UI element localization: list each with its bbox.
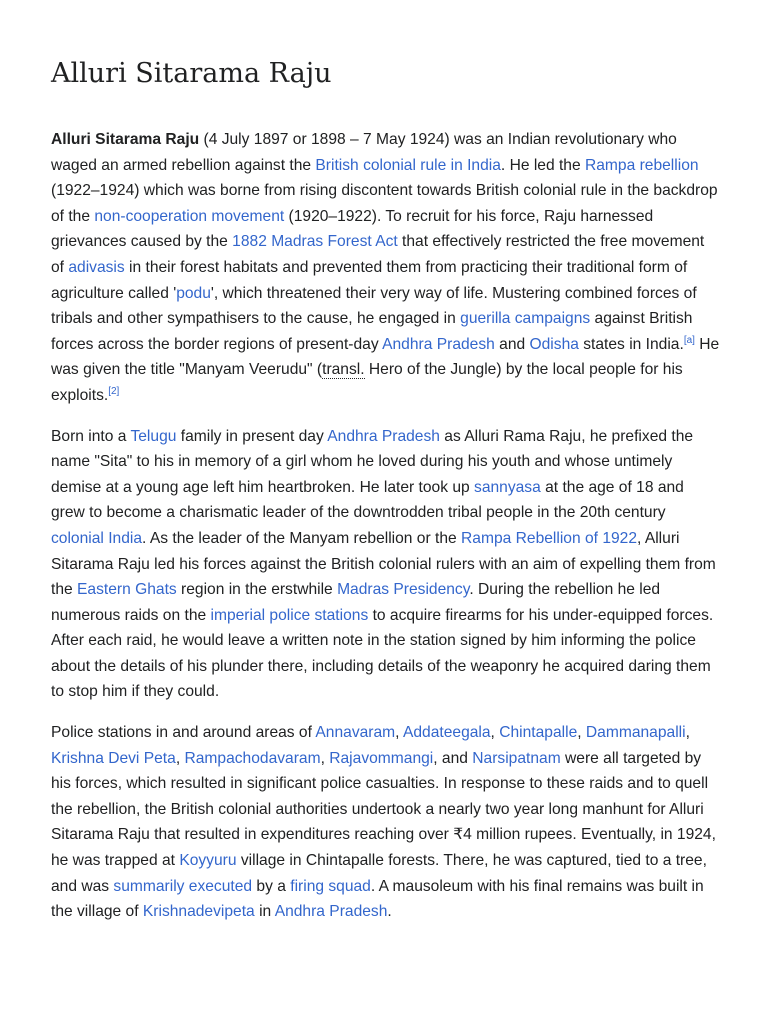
link-british-colonial-rule[interactable]: British colonial rule in India <box>315 156 501 174</box>
link-telugu[interactable]: Telugu <box>130 427 177 445</box>
link-krishnadevipeta[interactable]: Krishnadevipeta <box>142 903 255 921</box>
link-summarily-executed[interactable]: summarily executed <box>113 877 253 895</box>
link-andhra-pradesh[interactable]: Andhra Pradesh <box>327 427 440 445</box>
link-narsipatnam[interactable]: Narsipatnam <box>472 749 561 767</box>
link-chintapalle[interactable]: Chintapalle <box>499 724 578 742</box>
link-rampa-rebellion[interactable]: Rampa rebellion <box>585 156 699 174</box>
link-sannyasa[interactable]: sannyasa <box>474 478 541 496</box>
link-non-cooperation-movement[interactable]: non-cooperation movement <box>94 207 285 225</box>
paragraph-intro: Alluri Sitarama Raju (4 July 1897 or 1898 – 7 May 1924) was an Indian revolutionary who waged an armed rebellion against the British colonial rule in India. He led the Rampa rebellion (1922–1924) which was borne from rising discontent towards British colonial rule in the backdrop of the non-cooperation movement (1920–1922). To recruit for his force, Raju harnessed grievances caused by the 1882 Madras Forest Act that effectively restricted the free movement of adivasis in their forest habitats and prevented them from practicing their traditional form of agriculture called 'podu', which threatened their very way of life. Mustering combined forces of tribals and other sympathisers to the cause, he engaged in guerilla campaigns against British forces across the border regions of present-day Andhra Pradesh and Odisha states in India.[a] He was given the title "Manyam Veerudu" (transl. Hero of the Jungle) by the local people for his exploits.[2] <box>51 131 720 404</box>
article-body <box>51 127 721 940</box>
link-madras-forest-act[interactable]: 1882 Madras Forest Act <box>232 233 398 251</box>
link-rampa-rebellion-1922[interactable]: Rampa Rebellion of 1922 <box>461 529 638 547</box>
paragraph-early-life: Born into a Telugu family in present day Andhra Pradesh as Alluri Rama Raju, he prefixed the name "Sita" to his in memory of a girl whom he loved during his youth and whose untimely demise at a young age left him heartbroken. He later took up sannyasa at the age of 18 and grew to become a charismatic leader of the downtrodden tribal people in the 20th century colonial India. As the leader of the Manyam rebellion or the Rampa Rebellion of 1922, Alluri Sitarama Raju led his forces against the British colonial rulers with an aim of expelling them from the Eastern Ghats region in the erstwhile Madras Presidency. During the rebellion he led numerous raids on the imperial police stations to acquire firearms for his under-equipped forces. After each raid, he would leave a written note in the station signed by him informing the police about the details of his plunder there, including details of the weaponry he acquired daring them to stop him if they could. <box>51 427 716 701</box>
link-dammanapalli[interactable]: Dammanapalli <box>585 724 686 742</box>
link-adivasis[interactable]: adivasis <box>68 258 125 276</box>
link-firing-squad[interactable]: firing squad <box>290 877 371 895</box>
link-andhra-pradesh[interactable]: Andhra Pradesh <box>274 903 388 921</box>
link-rampachodavaram[interactable]: Rampachodavaram <box>184 749 321 767</box>
link-annavaram[interactable]: Annavaram <box>315 724 396 742</box>
link-odisha[interactable]: Odisha <box>529 335 579 353</box>
link-guerilla-campaigns[interactable]: guerilla campaigns <box>460 310 591 328</box>
link-colonial-india[interactable]: colonial India <box>51 529 143 547</box>
link-koyyuru[interactable]: Koyyuru <box>179 852 237 870</box>
link-krishna-devi-peta[interactable]: Krishna Devi Peta <box>51 749 176 767</box>
transl-abbreviation[interactable]: transl. <box>322 361 365 379</box>
page-title: Alluri Sitarama Raju <box>51 58 332 89</box>
link-addateegala[interactable]: Addateegala <box>402 724 491 742</box>
reference-a[interactable]: [a] <box>683 334 695 346</box>
reference-2[interactable]: [2] <box>108 385 120 397</box>
link-rajavommangi[interactable]: Rajavommangi <box>329 749 434 767</box>
link-andhra-pradesh[interactable]: Andhra Pradesh <box>382 335 495 353</box>
link-eastern-ghats[interactable]: Eastern Ghats <box>77 581 177 599</box>
link-podu[interactable]: podu <box>176 284 211 302</box>
link-madras-presidency[interactable]: Madras Presidency <box>337 581 470 599</box>
link-imperial-police-stations[interactable]: imperial police stations <box>210 606 369 624</box>
paragraph-raids: Police stations in and around areas of Annavaram, Addateegala, Chintapalle, Dammanapalli, Krishna Devi Peta, Rampachodavaram, Rajavommangi, and Narsipatnam were all targeted by his forces, which resulted in significant police casualties. In response to these raids and to quell the rebellion, the British colonial authorities undertook a nearly two year long manhunt for Alluri Sitarama Raju that resulted in expenditures reaching over ₹4 million rupees. Eventually, in 1924, he was trapped at Koyyuru village in Chintapalle forests. There, he was captured, tied to a tree, and was summarily executed by a firing squad. A mausoleum with his final remains was built in the village of Krishnadevipeta in Andhra Pradesh. <box>51 724 716 921</box>
article-subject: Alluri Sitarama Raju <box>51 131 200 148</box>
